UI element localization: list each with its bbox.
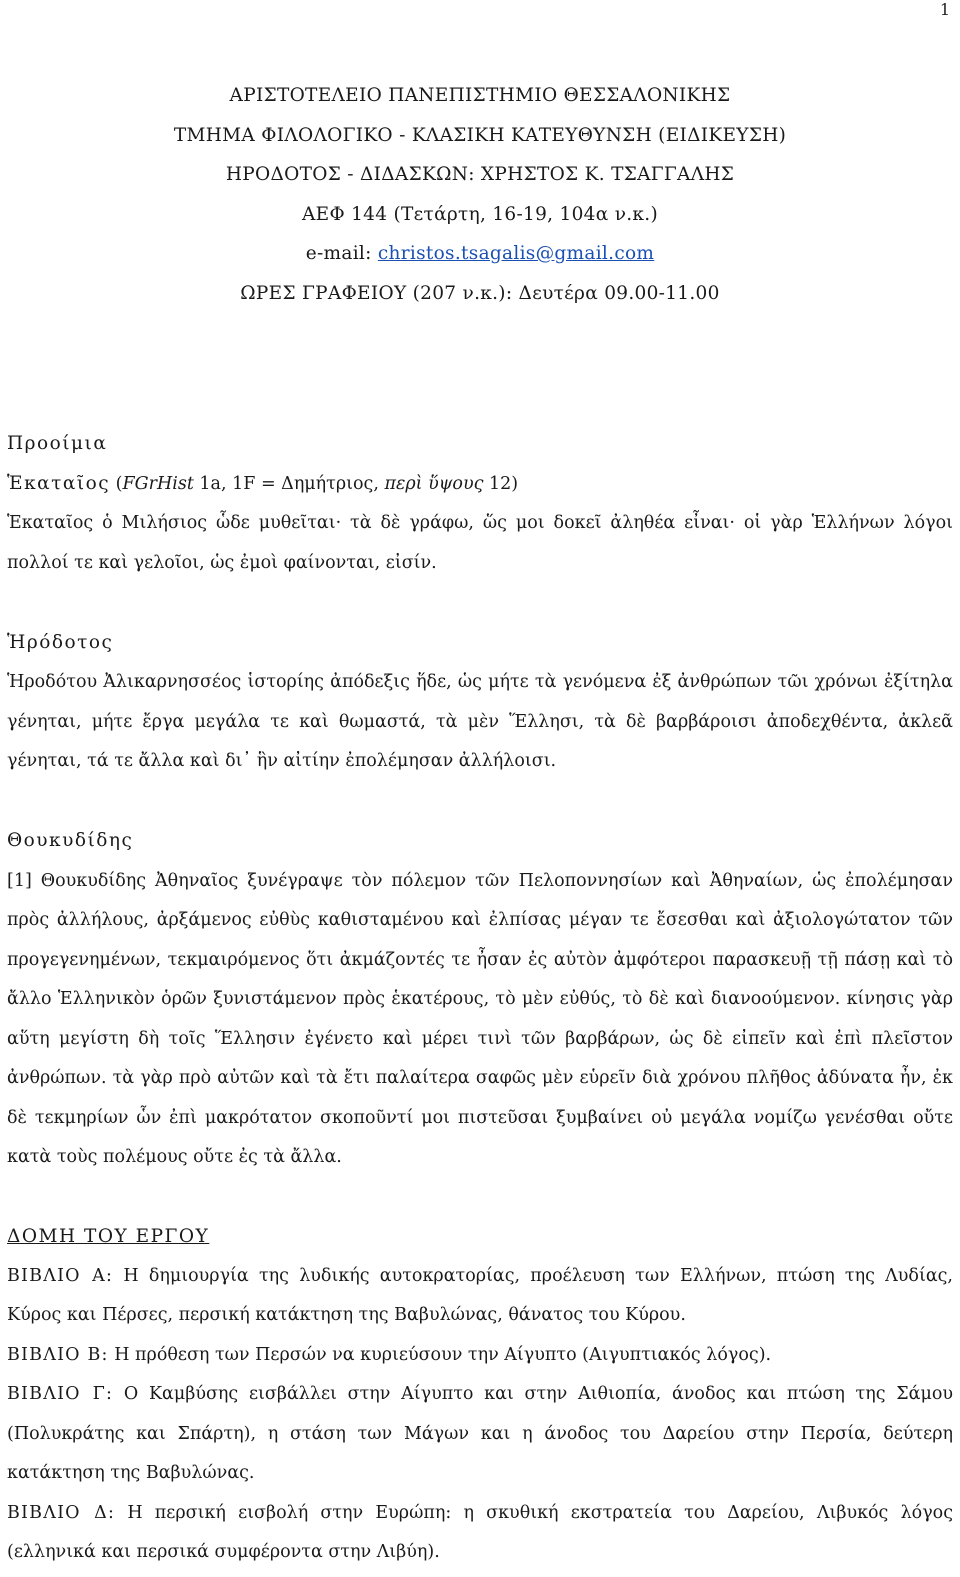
book-c-label: ΒΙΒΛΙΟ Γ: xyxy=(7,1384,114,1404)
document-header xyxy=(0,76,960,313)
thucydides-name: Θουκυδίδης xyxy=(7,830,134,851)
page-number: 1 xyxy=(939,0,950,19)
book-d-text: Η περσική εισβολή στην Ευρώπη: η σκυθική εκστρατεία του Δαρείου, Λιβυκός λόγος (ελληνικά και περσικά συμφέροντα στην Λιβύη). xyxy=(7,1502,953,1562)
section-title-prooimia: Προοίμια xyxy=(7,433,108,454)
hecataeus-ref-open: ( xyxy=(110,473,123,494)
book-a-label: ΒΙΒΛΙΟ Α: xyxy=(7,1265,114,1286)
book-c xyxy=(7,1375,953,1494)
herodotus-name: Ἡρόδοτος xyxy=(7,631,114,653)
spacer xyxy=(7,1178,953,1218)
hecataeus-ref-work: περὶ ὕψους xyxy=(384,473,484,494)
department-name: ΤΜΗΜΑ ΦΙΛΟΛΟΓΙΚΟ - ΚΛΑΣΙΚΗ ΚΑΤΕΥΘΥΝΣΗ (ΕΙΔΙΚΕΥΣΗ) xyxy=(173,124,787,146)
thucydides-text: [1] Θουκυδίδης Ἀθηναῖος ξυνέγραψε τὸν πόλεμον τῶν Πελοποννησίων καὶ Ἀθηναίων, ὡς ἐπολέμησαν πρὸς ἀλλήλους, ἀρξάμενος εὐθὺς καθισταμένου καὶ ἐλπίσας μέγαν τε ἔσεσθαι καὶ ἀξιολογώτατον τῶν προγεγενημένων, τεκμαιρόμενος ὅτι ἀκμάζοντές τε ἦσαν ἐς αὐτὸν ἀμφότεροι παρασκευῇ τῇ πάσῃ καὶ τὸ ἄλλο Ἑλληνικὸν ὁρῶν ξυνιστάμενον πρὸς ἑκατέρους, τὸ μὲν εὐθύς, τὸ δὲ καὶ διανοούμενον. κίνησις γὰρ αὕτη μεγίστη δὴ τοῖς Ἕλλησιν ἐγένετο καὶ μέρει τινὶ τῶν βαρβάρων, ὡς δὲ εἰπεῖν καὶ ἐπὶ πλεῖστον ἀνθρώπων. τὰ γὰρ πρὸ αὐτῶν καὶ τὰ ἔτι παλαίτερα σαφῶς μὲν εὑρεῖν διὰ χρόνου πλῆθος ἀδύνατα ἦν, ἐκ δὲ τεκμηρίων ὧν ἐπὶ μακρότατον σκοποῦντί μοι πιστεῦσαι ξυμβαίνει οὐ μεγάλα νομίζω γενέσθαι οὔτε κατὰ τοὺς πολέμους οὔτε ἐς τὰ ἄλλα. xyxy=(7,870,953,1167)
book-a xyxy=(7,1257,953,1336)
book-d xyxy=(7,1494,953,1573)
hecataeus-ref-mid: 1a, 1F = Δημήτριος, xyxy=(193,473,385,494)
document-body xyxy=(7,424,953,1573)
spacer xyxy=(7,782,953,822)
email-link[interactable]: christos.tsagalis@gmail.com xyxy=(377,243,655,264)
book-c-text: Ο Καμβύσης εισβάλλει στην Αίγυπτο και στην Αιθιοπία, άνοδος και πτώση της Σάμου (Πολυκράτης και Σπάρτη), η στάση των Μάγων και η άνοδος του Δαρείου στην Περσία, δεύτερη κατάκτηση της Βαβυλώνας. xyxy=(7,1384,954,1483)
book-d-label: ΒΙΒΛΙΟ Δ: xyxy=(7,1502,116,1523)
book-b-label: ΒΙΒΛΙΟ Β: xyxy=(7,1344,109,1365)
office-hours: ΩΡΕΣ ΓΡΑΦΕΙΟΥ (207 ν.κ.): Δευτέρα 09.00-11.00 xyxy=(240,282,720,304)
herodotus-text: Ἡροδότου Ἀλικαρνησσέος ἱστορίης ἀπόδεξις ἥδε, ὡς μήτε τὰ γενόμενα ἐξ ἀνθρώπων τῶι χρόνωι ἐξίτηλα γένηται, μήτε ἔργα μεγάλα τε καὶ θωμαστά, τὰ μὲν Ἕλλησι, τὰ δὲ βαρβάροισι ἀποδεχθέντα, ἀκλεᾶ γένηται, τά τε ἄλλα καὶ δι᾽ ἣν αἰτίην ἐπολέμησαν ἀλλήλοισι. xyxy=(7,672,953,771)
email-label: e-mail: xyxy=(305,243,378,264)
university-name: ΑΡΙΣΤΟΤΕΛΕΙΟ ΠΑΝΕΠΙΣΤΗΜΙΟ ΘΕΣΣΑΛΟΝΙΚΗΣ xyxy=(229,85,731,106)
course-title: ΗΡΟΔΟΤΟΣ - ΔΙΔΑΣΚΩΝ: ΧΡΗΣΤΟΣ Κ. ΤΣΑΓΓΑΛΗΣ xyxy=(225,164,735,185)
room-info: ΑΕΦ 144 (Τετάρτη, 16-19, 104α ν.κ.) xyxy=(302,203,658,225)
structure-title: ΔΟΜΗ ΤΟΥ ΕΡΓΟΥ xyxy=(7,1226,210,1247)
thucydides-heading xyxy=(7,821,953,862)
book-b-text: Η πρόθεση των Περσών να κυριεύσουν την Αίγυπτο (Αιγυπτιακός λόγος). xyxy=(108,1344,772,1365)
hecataeus-ref-close: 12) xyxy=(483,473,519,494)
herodotus-heading xyxy=(7,623,953,664)
hecataeus-heading xyxy=(7,464,953,505)
book-b xyxy=(7,1336,953,1376)
hecataeus-text: Ἑκαταῖος ὁ Μιλήσιος ὧδε μυθεῖται· τὰ δὲ γράφω, ὥς μοι δοκεῖ ἀληθέα εἶναι· οἱ γὰρ Ἑλλήνων λόγοι πολλοί τε καὶ γελοῖοι, ὡς ἐμοὶ φαίνονται, εἰσίν. xyxy=(7,513,953,573)
book-a-text: Η δημιουργία της λυδικής αυτοκρατορίας, προέλευση των Ελλήνων, πτώση της Λυδίας, Κύρος και Πέρσες, περσική κατάκτηση της Βαβυλώνας, θάνατος του Κύρου. xyxy=(7,1265,953,1325)
email-line xyxy=(0,234,960,274)
hecataeus-ref-fgrhist: FGrHist xyxy=(122,473,194,494)
spacer xyxy=(7,583,953,623)
hecataeus-name: Ἑκαταῖος xyxy=(7,472,111,494)
